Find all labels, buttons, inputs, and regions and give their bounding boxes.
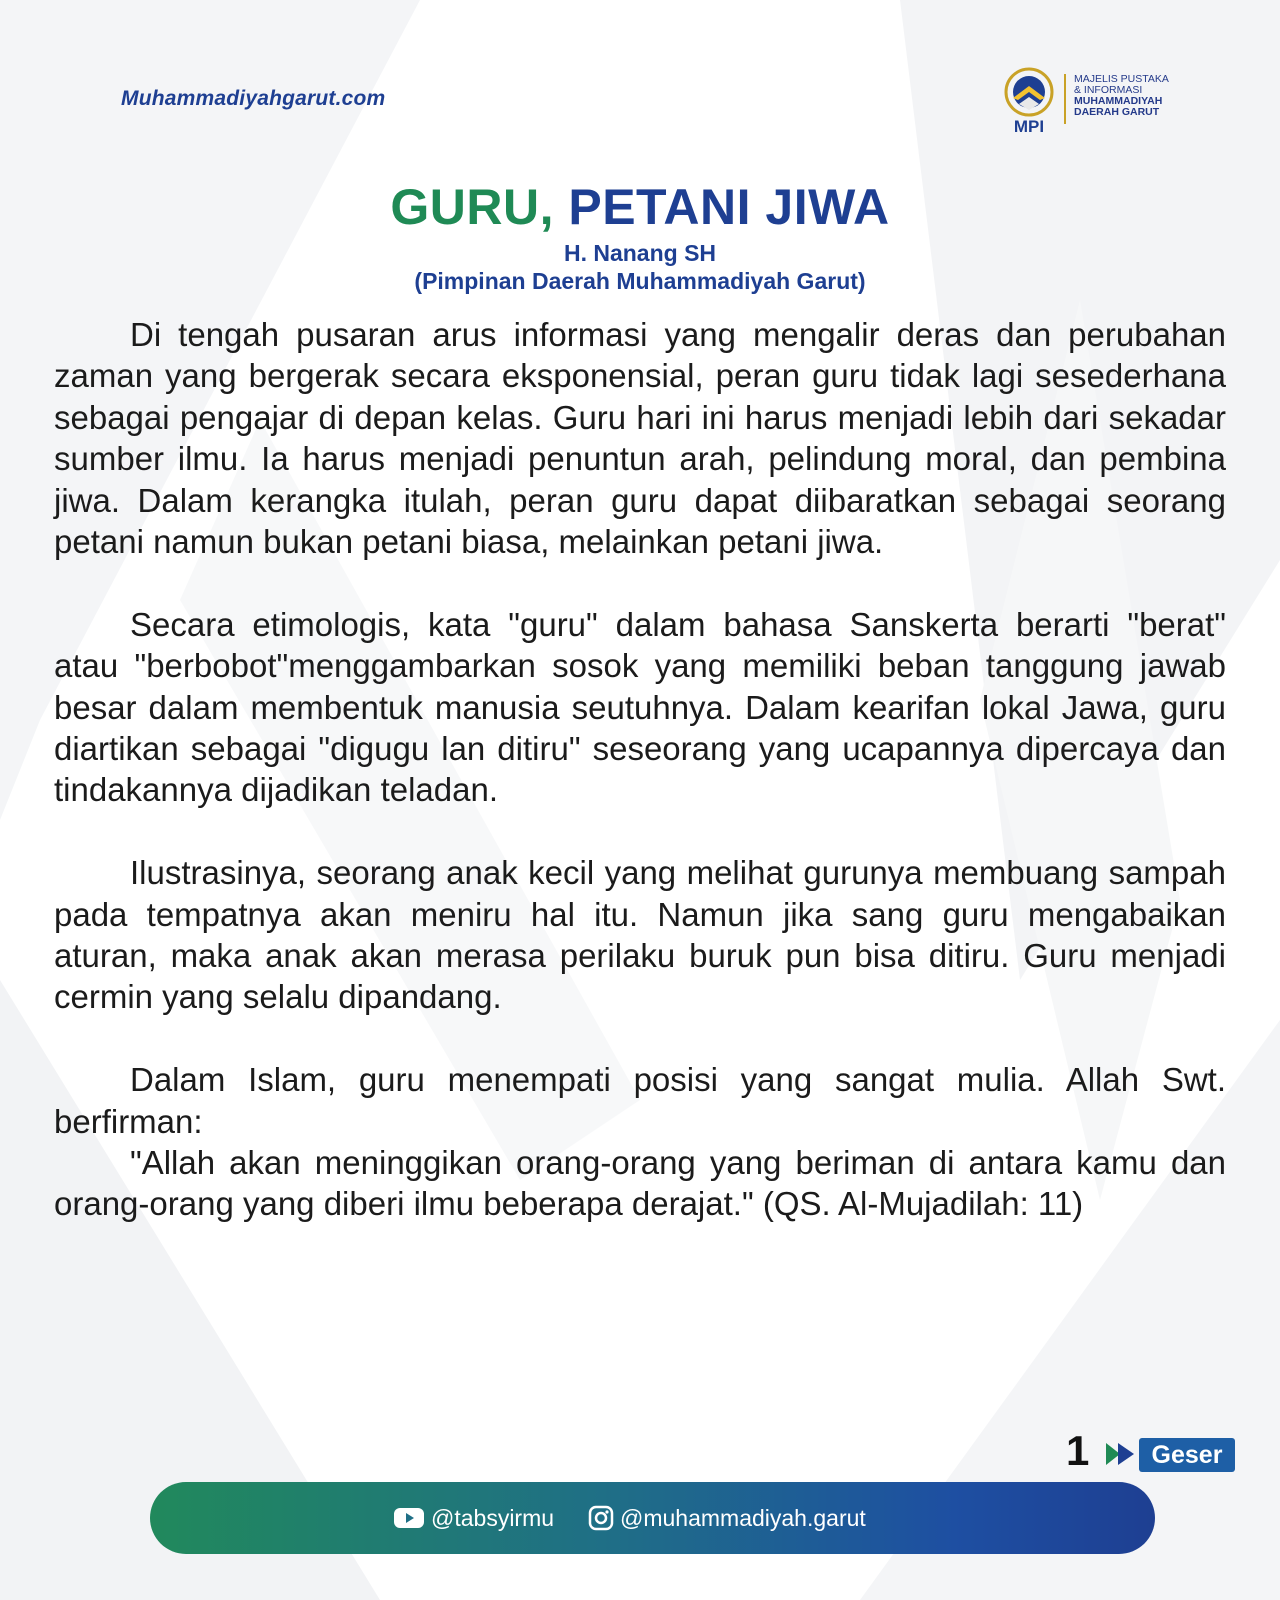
- paragraph: Di tengah pusaran arus informasi yang mengalir deras dan perubahan zaman yang bergerak secara eksponensial, peran guru tidak lagi sesederhana sebagai pengajar di depan kelas. Guru hari ini harus menjadi lebih dari sekadar sumber ilmu. Ia harus menjadi penuntun arah, pelindung moral, dan pembina jiwa. Dalam kerangka itulah, peran guru dapat diibaratkan sebagai seorang petani namun bukan petani biasa, melainkan petani jiwa.: [54, 316, 1226, 561]
- logo-emblem-text: MPI: [1013, 117, 1045, 136]
- youtube-link[interactable]: [393, 1503, 554, 1533]
- title-part-petani-jiwa: PETANI JIWA: [568, 179, 890, 235]
- paragraph: Secara etimologis, kata "guru" dalam bahasa Sanskerta berarti "berat" atau "berbobot"menggambarkan sosok yang memiliki beban tanggung jawab besar dalam membentuk manusia seutuhnya. Dalam kearifan lokal Jawa, guru diartikan sebagai "digugu lan ditiru" seseorang yang ucapannya dipercaya dan tindakannya dijadikan teladan.: [54, 605, 1226, 809]
- logo-line: MAJELIS PUSTAKA: [1074, 73, 1169, 85]
- article-title: [0, 178, 1280, 236]
- logo-line: DAERAH GARUT: [1074, 106, 1160, 118]
- logo-line: & INFORMASI: [1074, 84, 1143, 96]
- author-name: H. Nanang SH: [563, 240, 717, 266]
- instagram-handle: @muhammadiyah.garut: [620, 1504, 866, 1531]
- mpi-emblem-icon: [1000, 66, 1058, 136]
- quote-paragraph: "Allah akan meninggikan orang-orang yang beriman di antara kamu dan orang-orang yang diberi ilmu beberapa derajat." (QS. Al-Mujadilah: 11): [54, 1144, 1226, 1223]
- site-url[interactable]: Muhammadiyahgarut.com: [121, 87, 386, 110]
- paragraph: Dalam Islam, guru menempati posisi yang sangat mulia. Allah Swt. berfirman:: [54, 1061, 1226, 1140]
- logo-text: [1074, 74, 1169, 118]
- paragraph: Ilustrasinya, seorang anak kecil yang melihat gurunya membuang sampah pada tempatnya akan meniru hal itu. Namun jika sang guru mengabaikan aturan, maka anak akan merasa perilaku buruk pun bisa ditiru. Guru menjadi cermin yang selalu dipandang.: [54, 854, 1226, 1016]
- instagram-icon: [588, 1505, 614, 1531]
- youtube-icon: [393, 1506, 425, 1530]
- logo-line: MUHAMMADIYAH: [1074, 95, 1163, 107]
- logo-divider: [1064, 74, 1066, 124]
- mpi-logo: [1000, 66, 1200, 136]
- page-number: 1: [1066, 1427, 1090, 1474]
- author-role: (Pimpinan Daerah Muhammadiyah Garut): [414, 268, 866, 294]
- article-body: [54, 314, 1226, 1225]
- footer-social-bar: [150, 1482, 1155, 1554]
- title-part-guru: GURU,: [390, 179, 569, 235]
- double-arrow-right-icon: [1106, 1443, 1136, 1465]
- next-slide-button[interactable]: Geser: [1139, 1438, 1235, 1472]
- youtube-handle: @tabsyirmu: [431, 1504, 555, 1531]
- instagram-link[interactable]: [588, 1503, 866, 1533]
